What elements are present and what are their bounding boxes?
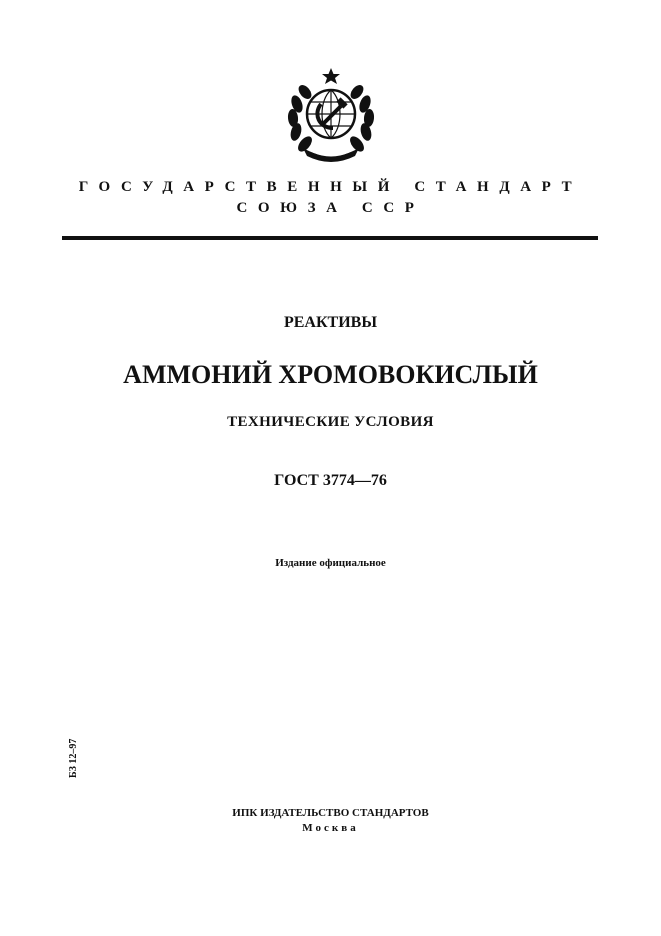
header-title-line1: ГОСУДАРСТВЕННЫЙ СТАНДАРТ (78, 179, 583, 195)
document-category: РЕАКТИВЫ (283, 314, 378, 331)
header-divider (62, 236, 598, 240)
side-code: БЗ 12–97 (68, 738, 79, 778)
publisher-name: ИПК ИЗДАТЕЛЬСТВО СТАНДАРТОВ (232, 807, 429, 819)
edition-label: Издание официальное (275, 557, 386, 569)
publisher-city: Москва (302, 822, 359, 834)
header-title-line2: СОЮЗА ССР (236, 200, 425, 216)
ussr-state-emblem-icon (283, 64, 379, 164)
document-title: АММОНИЙ ХРОМОВОКИСЛЫЙ (123, 360, 538, 389)
document-subtitle: ТЕХНИЧЕСКИЕ УСЛОВИЯ (227, 414, 434, 430)
document-code: ГОСТ 3774—76 (274, 472, 387, 489)
